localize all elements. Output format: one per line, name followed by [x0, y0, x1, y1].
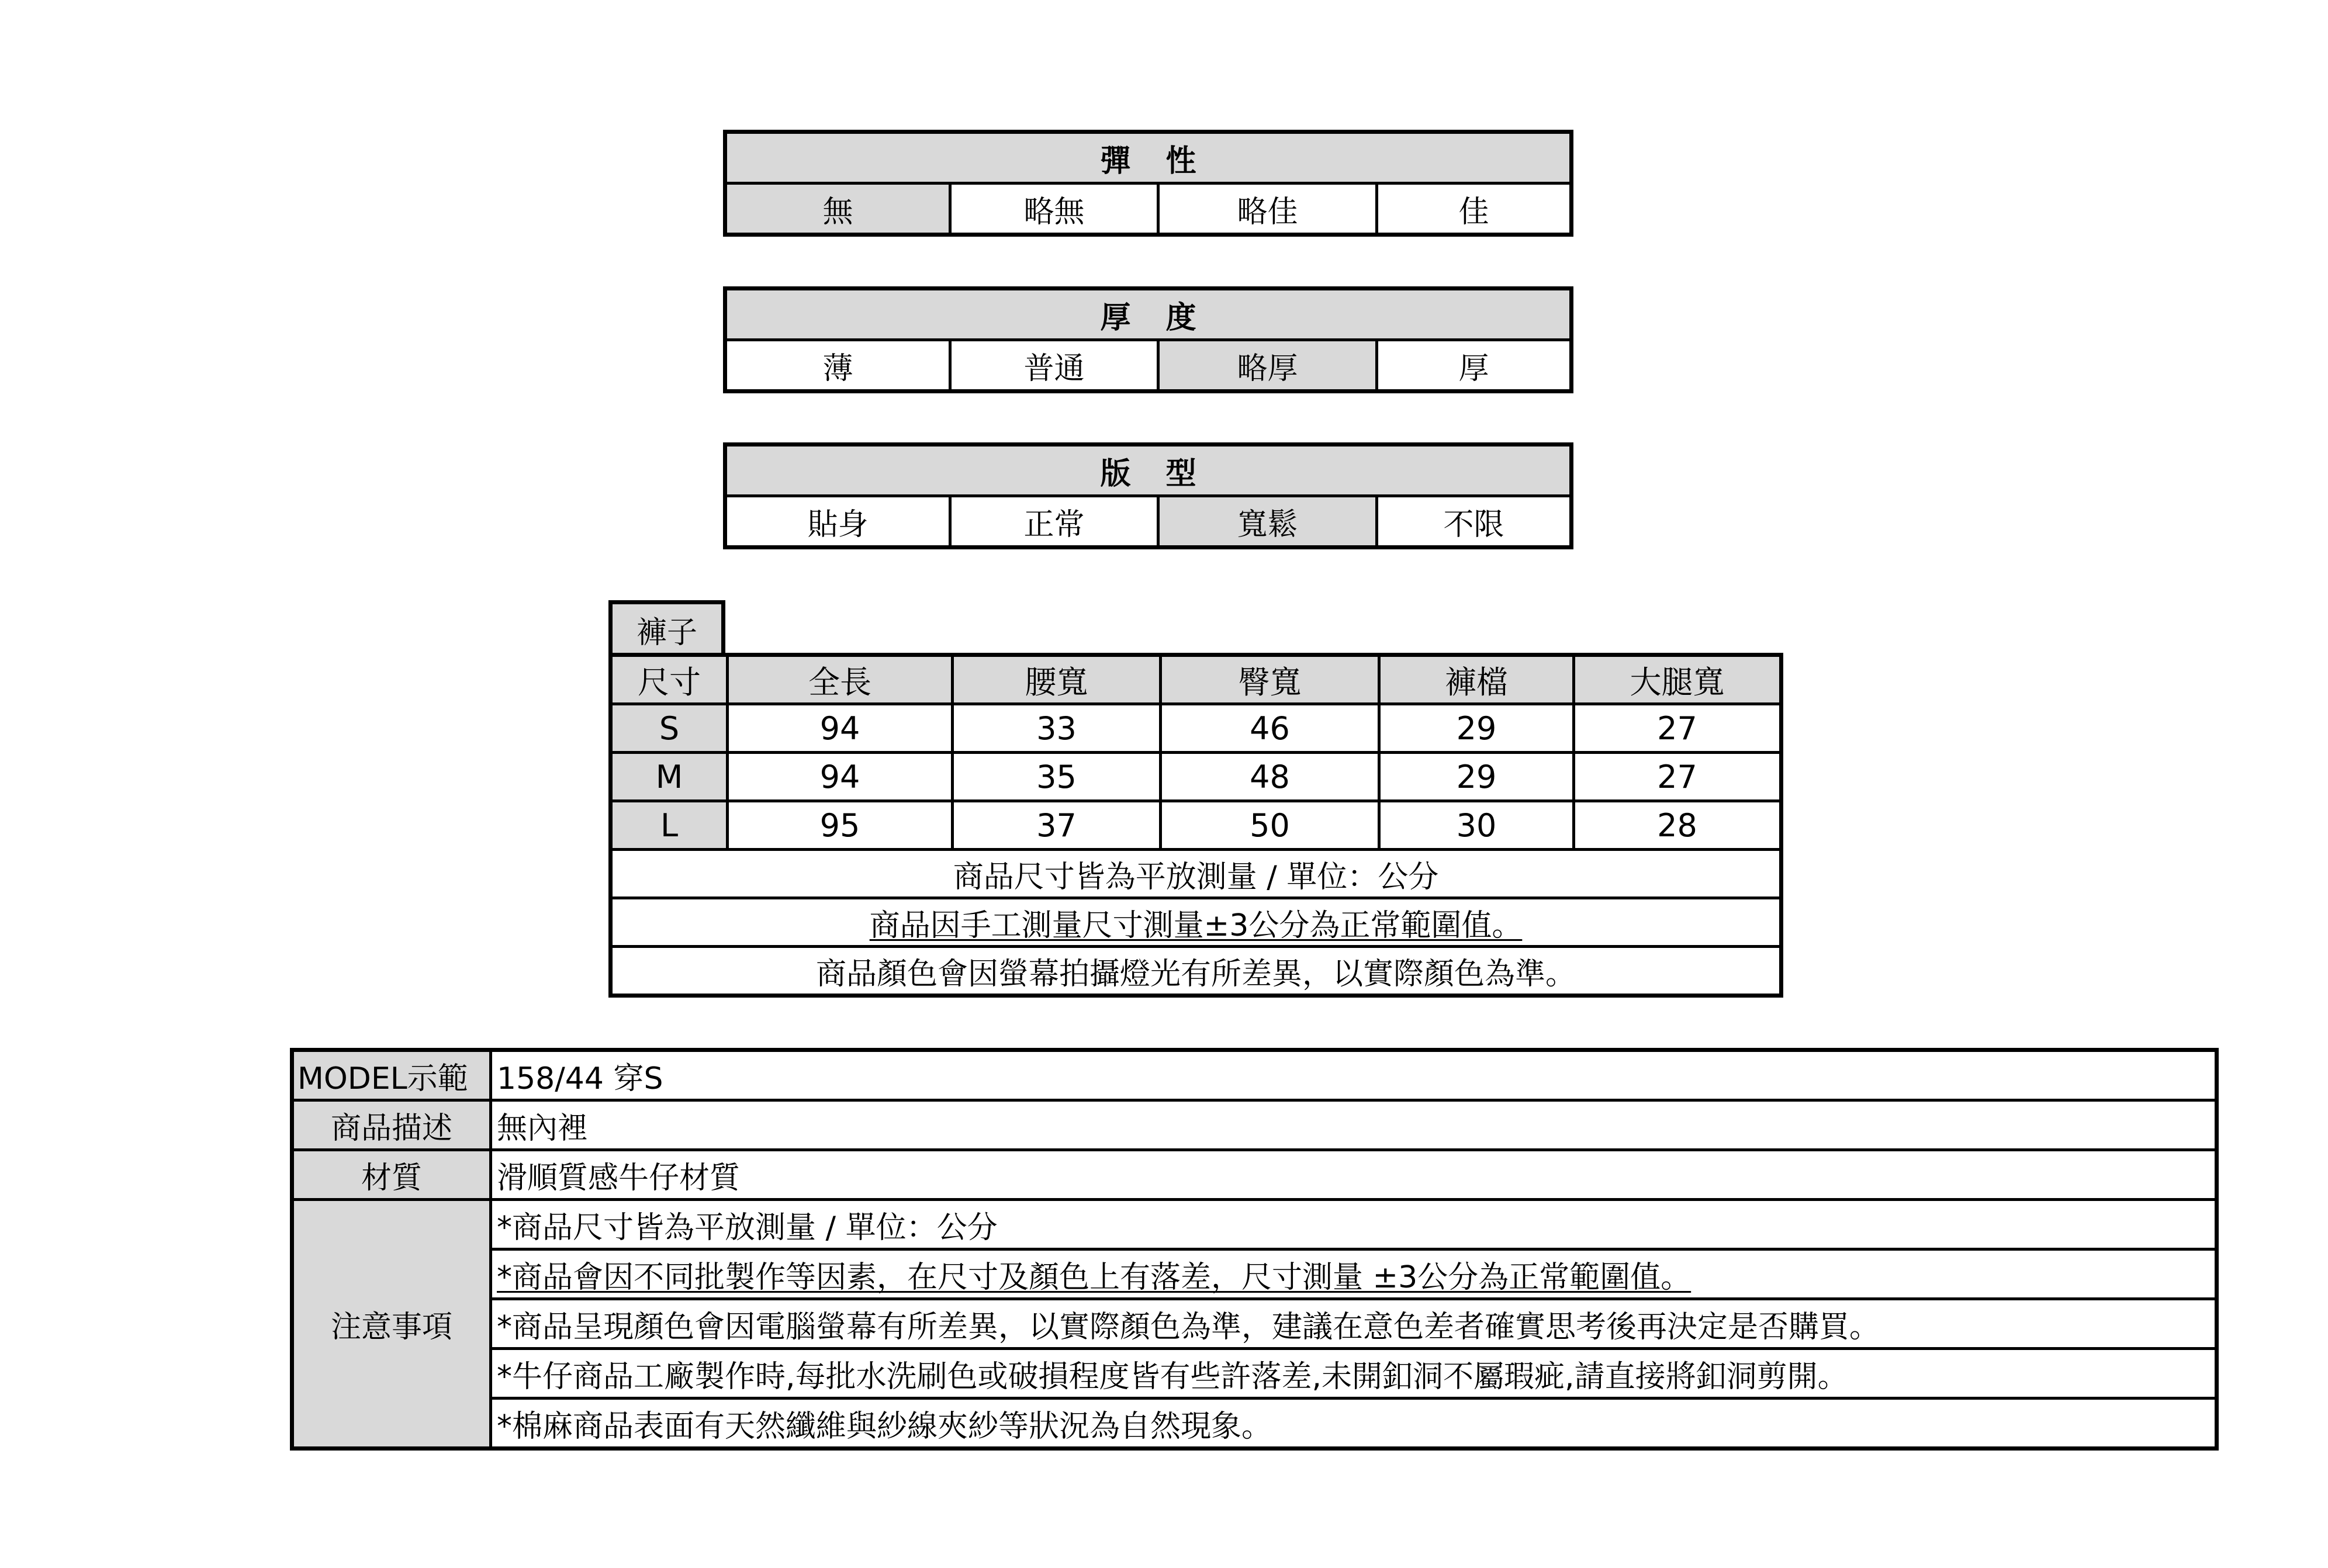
table-cell: 48 [1161, 753, 1379, 801]
table-cell: 29 [1379, 753, 1574, 801]
column-header: 全長 [728, 655, 953, 704]
thickness-title: 厚度 [725, 289, 1572, 340]
table-row [611, 753, 1782, 801]
table-cell: 35 [953, 753, 1161, 801]
size-label: S [611, 704, 728, 753]
notice-item-text: *商品會因不同批製作等因素，在尺寸及顏色上有落差，尺寸測量 ±3公分為正常範圍值。 [497, 1259, 1691, 1295]
model-value: 158/44 穿S [491, 1050, 2217, 1100]
table-cell: 28 [1574, 801, 1782, 850]
fit-table [723, 442, 1573, 549]
size-label: M [611, 753, 728, 801]
material-label: 材質 [292, 1150, 491, 1200]
notice-item [491, 1249, 2217, 1299]
thickness-table [723, 286, 1573, 393]
size-note-color: 商品顏色會因螢幕拍攝燈光有所差異，以實際顏色為準。 [611, 947, 1782, 996]
table-cell: 94 [728, 753, 953, 801]
column-header: 褲檔 [1379, 655, 1574, 704]
description-label: 商品描述 [292, 1100, 491, 1150]
notice-label: 注意事項 [292, 1200, 491, 1449]
table-cell: 95 [728, 801, 953, 850]
elasticity-title: 彈性 [725, 132, 1572, 184]
elasticity-option-slightly-good: 略佳 [1158, 184, 1377, 235]
elasticity-option-slightly-none: 略無 [950, 184, 1158, 235]
fit-title: 版型 [725, 445, 1572, 496]
table-cell: 27 [1574, 704, 1782, 753]
material-value: 滑順質感牛仔材質 [491, 1150, 2217, 1200]
thickness-option-thick: 厚 [1377, 340, 1572, 392]
notice-item: *棉麻商品表面有天然纖維與紗線夾紗等狀況為自然現象。 [491, 1399, 2217, 1449]
elasticity-table [723, 130, 1573, 237]
fit-option-any: 不限 [1377, 496, 1572, 548]
column-header: 腰寬 [953, 655, 1161, 704]
notice-item: *商品呈現顏色會因電腦螢幕有所差異，以實際顏色為準，建議在意色差者確實思考後再決定是否購買。 [491, 1299, 2217, 1349]
table-row [611, 704, 1782, 753]
column-header: 臀寬 [1161, 655, 1379, 704]
size-note-tolerance [611, 898, 1782, 947]
table-cell: 30 [1379, 801, 1574, 850]
product-info-table [290, 1048, 2219, 1451]
fit-option-loose: 寬鬆 [1158, 496, 1377, 548]
size-header-label: 尺寸 [611, 655, 728, 704]
table-cell: 33 [953, 704, 1161, 753]
size-note-measurement: 商品尺寸皆為平放測量 / 單位：公分 [611, 850, 1782, 898]
elasticity-option-none: 無 [725, 184, 950, 235]
column-header: 大腿寬 [1574, 655, 1782, 704]
table-row [611, 801, 1782, 850]
size-label: L [611, 801, 728, 850]
notice-item: *牛仔商品工廠製作時,每批水洗刷色或破損程度皆有些許落差,未開釦洞不屬瑕疵,請直接將釦洞剪開。 [491, 1349, 2217, 1399]
size-note-tolerance-text: 商品因手工測量尺寸測量±3公分為正常範圍值。 [869, 908, 1523, 943]
thickness-option-slightly-thick: 略厚 [1158, 340, 1377, 392]
table-cell: 50 [1161, 801, 1379, 850]
size-category-tag [608, 600, 725, 655]
table-cell: 29 [1379, 704, 1574, 753]
table-cell: 27 [1574, 753, 1782, 801]
table-cell: 37 [953, 801, 1161, 850]
model-label: MODEL示範 [292, 1050, 491, 1100]
thickness-option-thin: 薄 [725, 340, 950, 392]
size-table [608, 653, 1783, 998]
fit-option-regular: 正常 [950, 496, 1158, 548]
elasticity-option-good: 佳 [1377, 184, 1572, 235]
thickness-option-normal: 普通 [950, 340, 1158, 392]
size-category-label: 褲子 [611, 603, 724, 655]
description-value: 無內裡 [491, 1100, 2217, 1150]
table-cell: 46 [1161, 704, 1379, 753]
table-cell: 94 [728, 704, 953, 753]
fit-option-slim: 貼身 [725, 496, 950, 548]
notice-item: *商品尺寸皆為平放測量 / 單位：公分 [491, 1200, 2217, 1249]
